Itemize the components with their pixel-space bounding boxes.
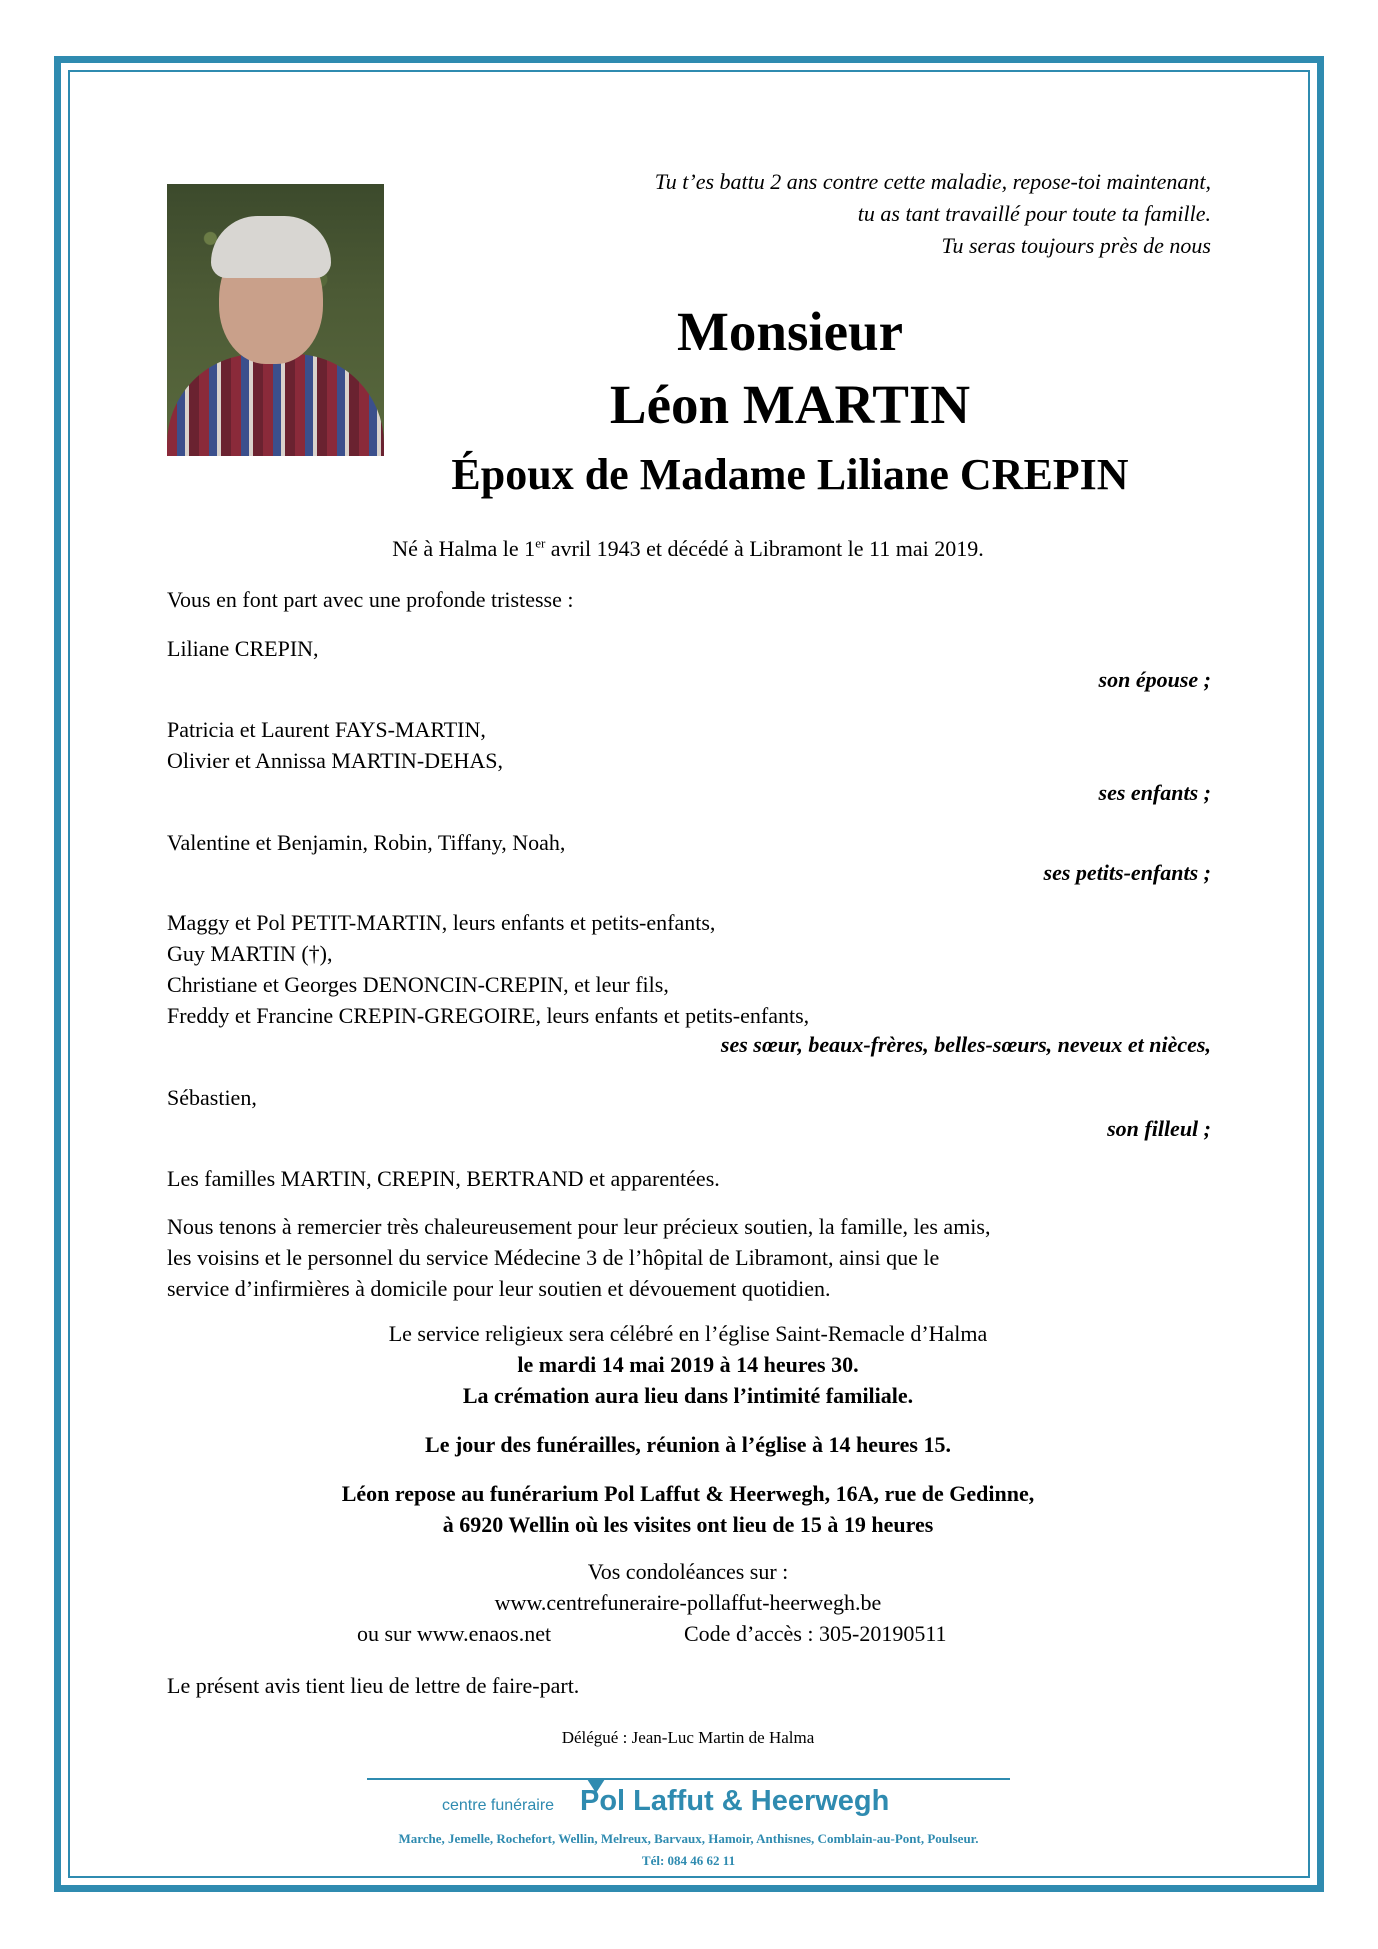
thanks-line: Nous tenons à remercier très chaleureusement pour leur précieux soutien, la famille, les amis, [167, 1214, 991, 1239]
intro-text: Vous en font part avec une profonde tristesse : [167, 587, 574, 612]
spouse-relation: son épouse ; [1098, 667, 1211, 692]
access-code: Code d’accès : 305-20190511 [684, 1621, 947, 1646]
cremation-line: La crémation aura lieu dans l’intimité familiale. [462, 1383, 914, 1408]
logo-brand-name: Pol Laffut & Heerwegh [580, 1785, 890, 1817]
siblings-relation: ses sœur, beaux-frères, belles-sœurs, neveux et nièces, [720, 1032, 1211, 1057]
service-line: Le service religieux sera célébré en l’église Saint-Remacle d’Halma [388, 1321, 988, 1346]
grandchildren-relation: ses petits-enfants ; [1043, 860, 1211, 885]
thanks-line: service d’infirmières à domicile pour leur soutien et dévouement quotidien. [167, 1276, 831, 1301]
siblings-line: Christiane et Georges DENONCIN-CREPIN, et leur fils, [167, 972, 669, 997]
children-line: Patricia et Laurent FAYS-MARTIN, [167, 717, 486, 742]
repose-line: Léon repose au funérarium Pol Laffut & Heerwegh, 16A, rue de Gedinne, [341, 1481, 1035, 1506]
condolences-label: Vos condoléances sur : [587, 1559, 789, 1584]
memorial-quote [655, 166, 1211, 262]
families-line: Les familles MARTIN, CREPIN, BERTRAND et apparentées. [167, 1166, 720, 1191]
repose-line: à 6920 Wellin où les visites ont lieu de 15 à 19 heures [442, 1512, 934, 1537]
godson-name: Sébastien, [167, 1085, 257, 1110]
logo-telephone: Tél: 084 46 62 11 [641, 1853, 736, 1868]
thanks-line: les voisins et le personnel du service Médecine 3 de l’hôpital de Libramont, ainsi que le [167, 1245, 940, 1270]
condolences-website[interactable]: www.centrefuneraire-pollaffut-heerwegh.be [494, 1590, 882, 1615]
siblings-line: Maggy et Pol PETIT-MARTIN, leurs enfants et petits-enfants, [167, 910, 716, 935]
spouse-line: Époux de Madame Liliane CREPIN [451, 450, 1129, 499]
deceased-name: Léon MARTIN [609, 374, 971, 435]
logo-locations: Marche, Jemelle, Rochefort, Wellin, Melreux, Barvaux, Hamoir, Anthisnes, Comblain-au-Pont, Poulseur. [398, 1831, 979, 1846]
service-date: le mardi 14 mai 2019 à 14 heures 30. [517, 1352, 859, 1377]
logo-divider [367, 1778, 1010, 1780]
children-line: Olivier et Annissa MARTIN-DEHAS, [167, 748, 503, 773]
honorific: Monsieur [676, 301, 904, 362]
quote-line: Tu t’es battu 2 ans contre cette maladie, repose-toi maintenant, [654, 169, 1211, 194]
spouse-name: Liliane CREPIN, [167, 636, 319, 661]
quote-line: tu as tant travaillé pour toute ta famille. [857, 201, 1211, 226]
portrait-photo [167, 184, 384, 456]
children-relation: ses enfants ; [1098, 780, 1211, 805]
delegate-line: Délégué : Jean-Luc Martin de Halma [561, 1728, 815, 1747]
quote-line: Tu seras toujours près de nous [941, 233, 1211, 258]
godson-relation: son filleul ; [1107, 1116, 1211, 1141]
notice-line: Le présent avis tient lieu de lettre de faire-part. [167, 1673, 580, 1698]
logo-small-text: centre funéraire [442, 1797, 555, 1814]
birth-death-line: Né à Halma le 1er avril 1943 et décédé à Libramont le 11 mai 2019. [392, 535, 984, 561]
siblings-line: Guy MARTIN (†), [167, 941, 333, 966]
grandchildren-line: Valentine et Benjamin, Robin, Tiffany, Noah, [167, 830, 566, 855]
gathering-line: Le jour des funérailles, réunion à l’église à 14 heures 15. [425, 1432, 951, 1457]
siblings-line: Freddy et Francine CREPIN-GREGOIRE, leurs enfants et petits-enfants, [167, 1003, 810, 1028]
condolences-alt-website[interactable]: ou sur www.enaos.net [357, 1621, 552, 1646]
